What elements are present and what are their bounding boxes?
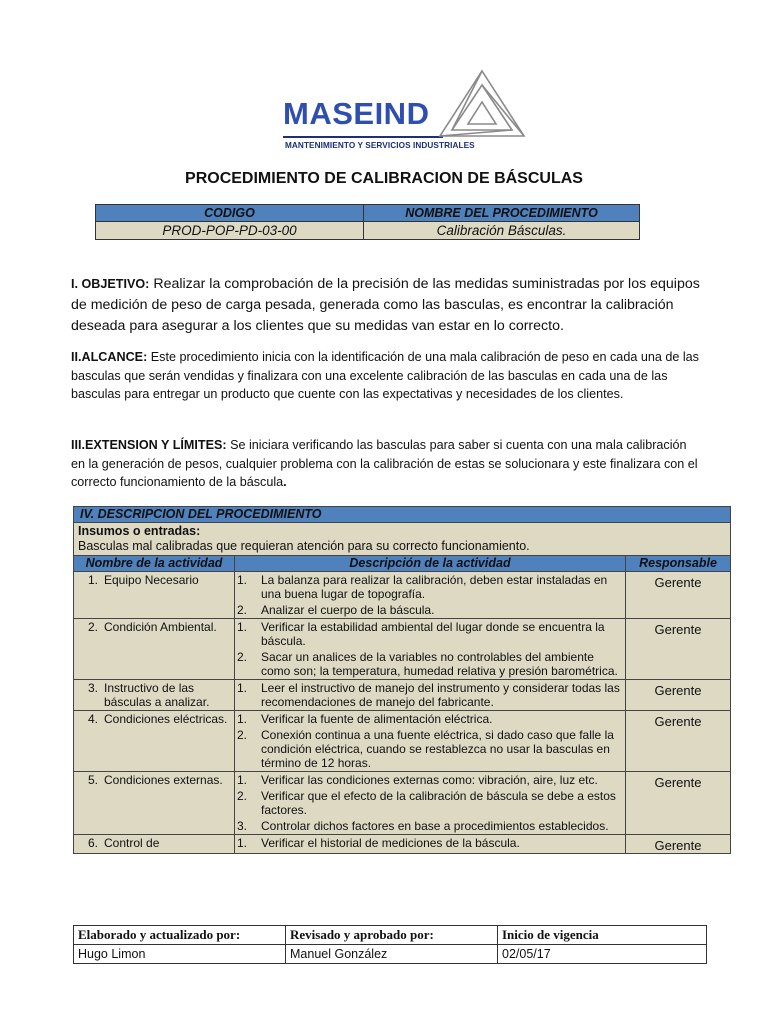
activity-description-cell — [235, 835, 626, 854]
list-item — [235, 788, 625, 818]
logo-wordmark: MASEIND — [283, 96, 430, 131]
activity-name: Instructivo de las básculas a analizar. — [104, 681, 210, 709]
activity-description-cell — [235, 680, 626, 711]
step-text: Verificar que el efecto de la calibración de báscula se debe a estos factores. — [261, 789, 616, 817]
prepared-by-header: Elaborado y actualizado por: — [74, 926, 286, 945]
step-number: 1. — [237, 620, 248, 634]
objective-paragraph — [71, 274, 701, 337]
step-number: 1. — [237, 573, 248, 587]
activity-number: 5. — [87, 773, 98, 787]
responsible-cell: Gerente — [626, 711, 731, 772]
activity-name-cell — [74, 835, 235, 854]
table-row — [74, 680, 731, 711]
objective-text: Realizar la comprobación de la precisión de las medidas suministradas por los equipos de medición de peso de carga pesada, generada como las basculas, es encontrar la calibración deseada para asegurar a los clientes que su medidas van estar en lo correcto. — [71, 276, 700, 334]
activity-name: Condiciones eléctricas. — [104, 712, 228, 726]
procedure-name-header: NOMBRE DEL PROCEDIMIENTO — [364, 205, 640, 222]
procedure-rows — [74, 572, 731, 854]
scope-text: Este procedimiento inicia con la identificación de una mala calibración de peso en cada una de las basculas que serán vendidas y finalizara con una excelente calibración de las basculas en cada una de las basculas para entregar un producto que cuente con las expectativas y necesidades de los clientes. — [71, 350, 699, 401]
table-row — [74, 772, 731, 835]
activity-number: 4. — [87, 712, 98, 726]
step-number: 1. — [237, 773, 248, 787]
inputs-cell — [74, 523, 731, 556]
list-item — [235, 572, 625, 602]
logo-rule — [283, 136, 443, 138]
step-text: Leer el instructivo de manejo del instrumento y considerar todas las recomendaciones de manejo del fabricante. — [261, 681, 620, 709]
step-number: 2. — [237, 603, 248, 617]
inputs-text: Basculas mal calibradas que requieran atención para su correcto funcionamiento. — [78, 539, 530, 553]
objective-label: I. OBJETIVO: — [71, 277, 150, 291]
extension-label: III.EXTENSION Y LÍMITES: — [71, 438, 227, 452]
scope-paragraph — [71, 348, 701, 404]
activity-name: Equipo Necesario — [104, 573, 199, 587]
activity-name: Condición Ambiental. — [104, 620, 217, 634]
step-number: 2. — [237, 650, 248, 664]
list-item — [235, 680, 625, 710]
table-row — [74, 572, 731, 619]
inputs-label: Insumos o entradas: — [78, 524, 201, 538]
effective-date-header: Inicio de vigencia — [498, 926, 707, 945]
step-number: 1. — [237, 681, 248, 695]
step-text: Verificar la estabilidad ambiental del lugar donde se encuentra la báscula. — [261, 620, 605, 648]
table-row — [74, 711, 731, 772]
procedure-section-title: IV. DESCRIPCION DEL PROCEDIMIENTO — [74, 507, 731, 523]
activity-description-cell — [235, 572, 626, 619]
table-row — [74, 619, 731, 680]
scope-label: II.ALCANCE: — [71, 350, 148, 364]
list-item — [235, 619, 625, 649]
col-activity-name: Nombre de la actividad — [74, 556, 235, 572]
activity-name-cell — [74, 619, 235, 680]
step-text: Analizar el cuerpo de la báscula. — [261, 603, 435, 617]
step-text: La balanza para realizar la calibración, deben estar instaladas en una buena lugar de topografía. — [261, 573, 608, 601]
extension-paragraph — [71, 436, 701, 492]
extension-text: Se iniciara verificando las basculas para saber si cuenta con una mala calibración en la generación de pesos, cualquier problema con la calibración de estas se solucionara y este finalizara con el correcto funcionamiento de la báscula — [71, 438, 698, 489]
company-logo — [281, 66, 531, 156]
responsible-cell: Gerente — [626, 680, 731, 711]
activity-number: 6. — [87, 836, 98, 850]
step-number: 1. — [237, 712, 248, 726]
activity-number: 2. — [87, 620, 98, 634]
step-text: Controlar dichos factores en base a procedimientos establecidos. — [261, 819, 609, 833]
list-item — [235, 772, 625, 788]
activity-name-cell — [74, 680, 235, 711]
approval-table — [73, 925, 707, 964]
list-item — [235, 818, 625, 834]
step-text: Sacar un analices de la variables no controlables del ambiente como son; la temperatura, humedad relativa y presión barométrica. — [261, 650, 618, 678]
logo-tagline: MANTENIMIENTO Y SERVICIOS INDUSTRIALES — [285, 141, 475, 150]
extension-end: . — [283, 475, 287, 489]
step-text: Conexión continua a una fuente eléctrica, si dado caso que falle la condición eléctrica, cuando se restablezca no usar la basculas en término de 12 horas. — [261, 728, 614, 770]
col-responsible: Responsable — [626, 556, 731, 572]
list-item — [235, 835, 625, 851]
triangle-logo-icon — [436, 68, 528, 140]
activity-name-cell — [74, 711, 235, 772]
activity-name-cell — [74, 772, 235, 835]
code-value: PROD-POP-PD-03-00 — [96, 222, 364, 240]
responsible-cell: Gerente — [626, 619, 731, 680]
list-item — [235, 649, 625, 679]
activity-description-cell — [235, 619, 626, 680]
step-text: Verificar las condiciones externas como: vibración, aire, luz etc. — [261, 773, 598, 787]
list-item — [235, 727, 625, 771]
activity-number: 3. — [87, 681, 98, 695]
step-text: Verificar el historial de mediciones de la báscula. — [261, 836, 520, 850]
approved-by-header: Revisado y aprobado por: — [286, 926, 498, 945]
responsible-cell: Gerente — [626, 572, 731, 619]
code-header: CODIGO — [96, 205, 364, 222]
responsible-cell: Gerente — [626, 772, 731, 835]
document-title: PROCEDIMIENTO DE CALIBRACION DE BÁSCULAS — [185, 170, 583, 187]
activity-description-cell — [235, 772, 626, 835]
approved-by-value: Manuel González — [286, 945, 498, 964]
procedure-code-table — [95, 204, 640, 240]
table-row — [74, 835, 731, 854]
activity-name-cell — [74, 572, 235, 619]
list-item — [235, 602, 625, 618]
activity-name: Control de — [104, 836, 160, 850]
procedure-name-value: Calibración Básculas. — [364, 222, 640, 240]
list-item — [235, 711, 625, 727]
col-activity-desc: Descripción de la actividad — [235, 556, 626, 572]
activity-number: 1. — [87, 573, 98, 587]
responsible-cell: Gerente — [626, 835, 731, 854]
step-number: 2. — [237, 728, 248, 742]
prepared-by-value: Hugo Limon — [74, 945, 286, 964]
step-number: 2. — [237, 789, 248, 803]
step-text: Verificar la fuente de alimentación eléctrica. — [261, 712, 493, 726]
step-number: 1. — [237, 836, 248, 850]
activity-description-cell — [235, 711, 626, 772]
procedure-table — [73, 506, 731, 854]
effective-date-value: 02/05/17 — [498, 945, 707, 964]
activity-name: Condiciones externas. — [104, 773, 223, 787]
step-number: 3. — [237, 819, 248, 833]
